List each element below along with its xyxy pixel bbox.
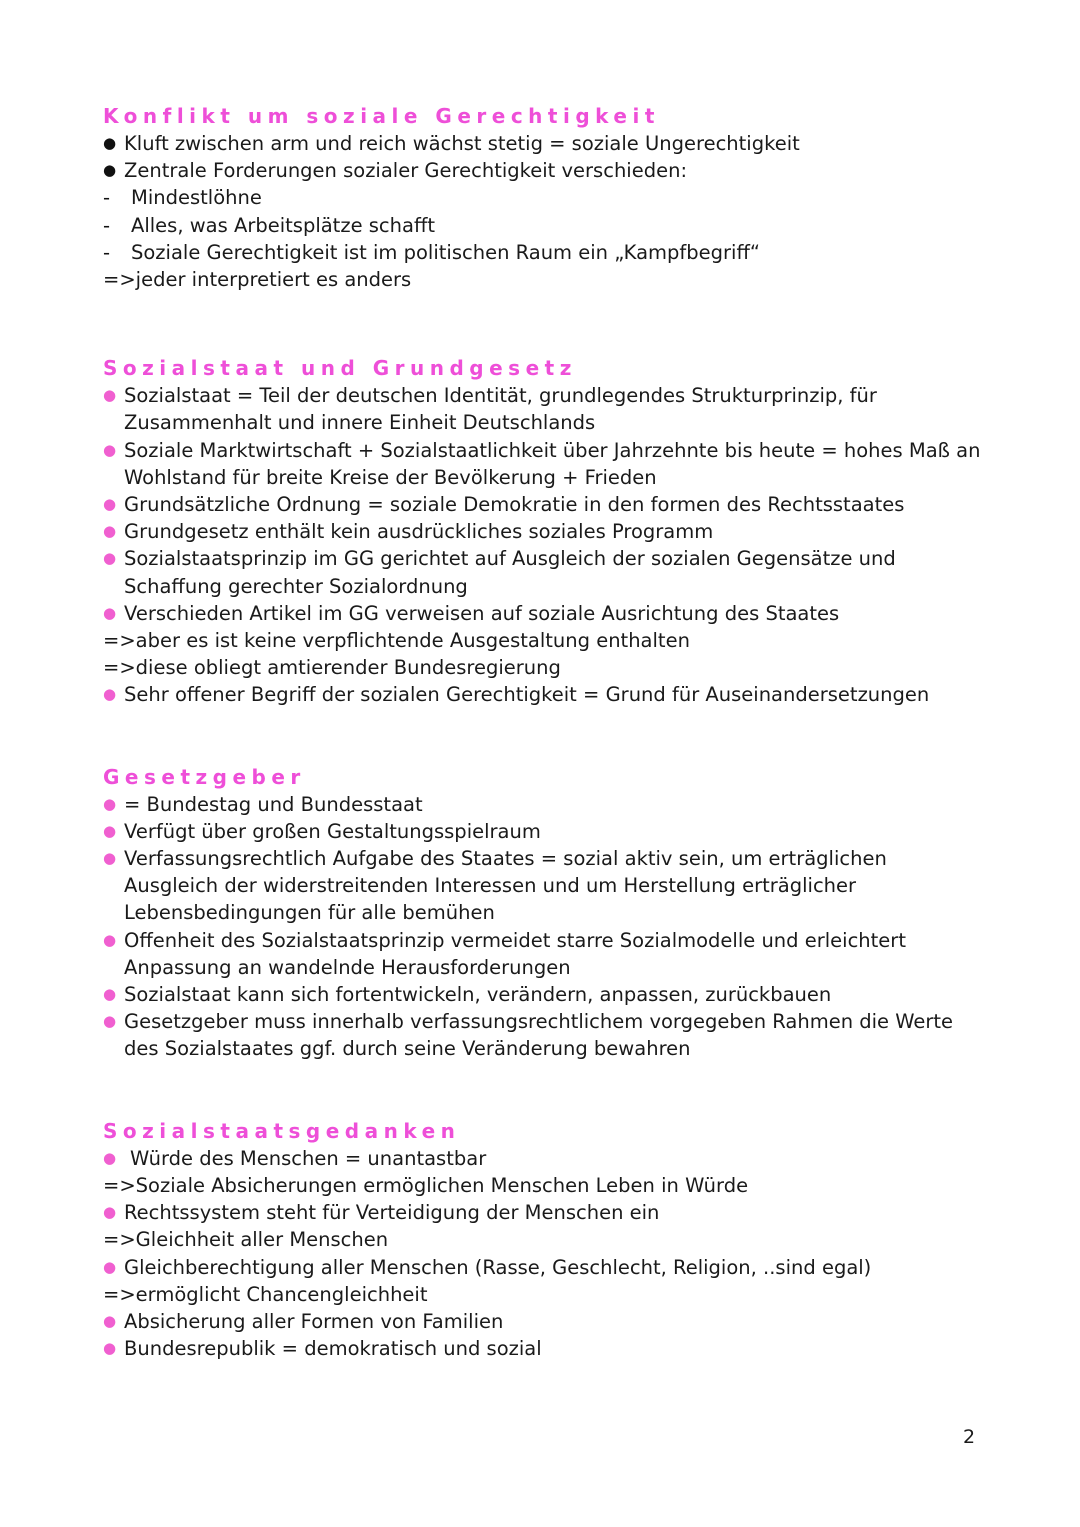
list-item: ● Zentrale Forderungen sozialer Gerechtigkeit verschieden: [103, 157, 983, 184]
list-item: ● Kluft zwischen arm und reich wächst stetig = soziale Ungerechtigkeit [103, 130, 983, 157]
list-item: ● Verfassungsrechtlich Aufgabe des Staates = sozial aktiv sein, um erträglichen Ausgleich der widerstreitenden Interessen und um Herstellung erträglicher Lebensbedingungen für alle bemühen [103, 847, 887, 925]
section-heading: Sozialstaatsgedanken [103, 1118, 461, 1143]
bullet-icon: ● [103, 386, 117, 405]
bullet-icon: ● [103, 685, 117, 704]
bullet-icon: ● [103, 495, 117, 514]
bullet-icon: ● [103, 603, 117, 622]
bullet-icon: ● [103, 1339, 117, 1358]
bullet-icon: ● [103, 134, 117, 152]
list-item: ● Soziale Marktwirtschaft + Sozialstaatlichkeit über Jahrzehnte bis heute = hohes Maß an Wohlstand für breite Kreise der Bevölkerung + Frieden [103, 438, 981, 489]
arrow-note: =>jeder interpretiert es anders [103, 268, 412, 292]
document-page [103, 103, 983, 1362]
bullet-icon: ● [103, 1311, 117, 1330]
page-number: 2 [963, 1426, 976, 1448]
list-item: ● Rechtssystem steht für Verteidigung der Menschen ein [103, 1199, 983, 1226]
bullet-icon: ● [103, 1257, 117, 1276]
list-item: ● Grundsätzliche Ordnung = soziale Demokratie in den formen des Rechtsstaates [103, 491, 983, 518]
bullet-icon: ● [103, 1148, 117, 1167]
list-item: ● Sozialstaat = Teil der deutschen Identität, grundlegendes Strukturprinzip, für Zusammenhalt und innere Einheit Deutschlands [103, 384, 877, 435]
bullet-icon: ● [103, 849, 117, 868]
list-item: ● Sozialstaat kann sich fortentwickeln, verändern, anpassen, zurückbauen [103, 981, 983, 1008]
list-item: ● Offenheit des Sozialstaatsprinzip vermeidet starre Sozialmodelle und erleichtert Anpassung an wandelnde Herausforderungen [103, 928, 906, 979]
list-item: - Soziale Gerechtigkeit ist im politischen Raum ein „Kampfbegriff“ [103, 239, 983, 266]
list-item: ● Verfügt über großen Gestaltungsspielraum [103, 818, 983, 845]
bullet-icon: ● [103, 1203, 117, 1222]
bullet-icon: ● [103, 821, 117, 840]
list-item: ● Sehr offener Begriff der sozialen Gerechtigkeit = Grund für Auseinandersetzungen [103, 681, 983, 708]
section-heading: Konflikt um soziale Gerechtigkeit [103, 104, 660, 128]
list-item: - Mindestlöhne [103, 184, 983, 211]
bullet-icon: ● [103, 985, 117, 1004]
list-item: ● Würde des Menschen = unantastbar [103, 1145, 983, 1172]
bullet-icon: ● [103, 522, 117, 541]
list-item: ● Gesetzgeber muss innerhalb verfassungsrechtlichem vorgegeben Rahmen die Werte des Sozialstaates ggf. durch seine Veränderung bewahren [103, 1010, 954, 1061]
dash-icon: - [103, 186, 111, 210]
list-item: ● Verschieden Artikel im GG verweisen auf soziale Ausrichtung des Staates [103, 600, 983, 627]
bullet-icon: ● [103, 161, 117, 180]
list-item: ● Absicherung aller Formen von Familien [103, 1308, 983, 1335]
section-konflikt [103, 103, 983, 293]
bullet-icon: ● [103, 794, 117, 813]
bullet-icon: ● [103, 1012, 117, 1031]
list-item: ● Bundesrepublik = demokratisch und sozial [103, 1335, 983, 1362]
section-heading: Gesetzgeber [103, 764, 306, 789]
bullet-icon: ● [103, 549, 117, 568]
bullet-icon: ● [103, 930, 117, 949]
section-heading: Sozialstaat und Grundgesetz [103, 356, 577, 381]
dash-icon: - [103, 213, 111, 237]
arrow-note: =>ermöglicht Chancengleichheit [103, 1282, 428, 1306]
section-sozialstaat-grundgesetz [103, 355, 983, 708]
arrow-note: =>Gleichheit aller Menschen [103, 1228, 389, 1252]
arrow-note: =>diese obliegt amtierender Bundesregierung [103, 656, 561, 680]
list-item: - Alles, was Arbeitsplätze schafft [103, 212, 983, 239]
section-gesetzgeber [103, 764, 983, 1063]
arrow-note: =>aber es ist keine verpflichtende Ausgestaltung enthalten [103, 629, 690, 653]
arrow-note: =>Soziale Absicherungen ermöglichen Menschen Leben in Würde [103, 1173, 749, 1197]
list-item: ● Sozialstaatsprinzip im GG gerichtet auf Ausgleich der sozialen Gegensätze und Schaffung gerechter Sozialordnung [103, 547, 896, 598]
list-item: ● Grundgesetz enthält kein ausdrückliches soziales Programm [103, 518, 983, 545]
bullet-icon: ● [103, 440, 117, 459]
dash-icon: - [103, 240, 111, 264]
list-item: ● = Bundestag und Bundesstaat [103, 791, 983, 818]
list-item: ● Gleichberechtigung aller Menschen (Rasse, Geschlecht, Religion, ..sind egal) [103, 1254, 983, 1281]
section-sozialstaatsgedanken [103, 1118, 983, 1363]
